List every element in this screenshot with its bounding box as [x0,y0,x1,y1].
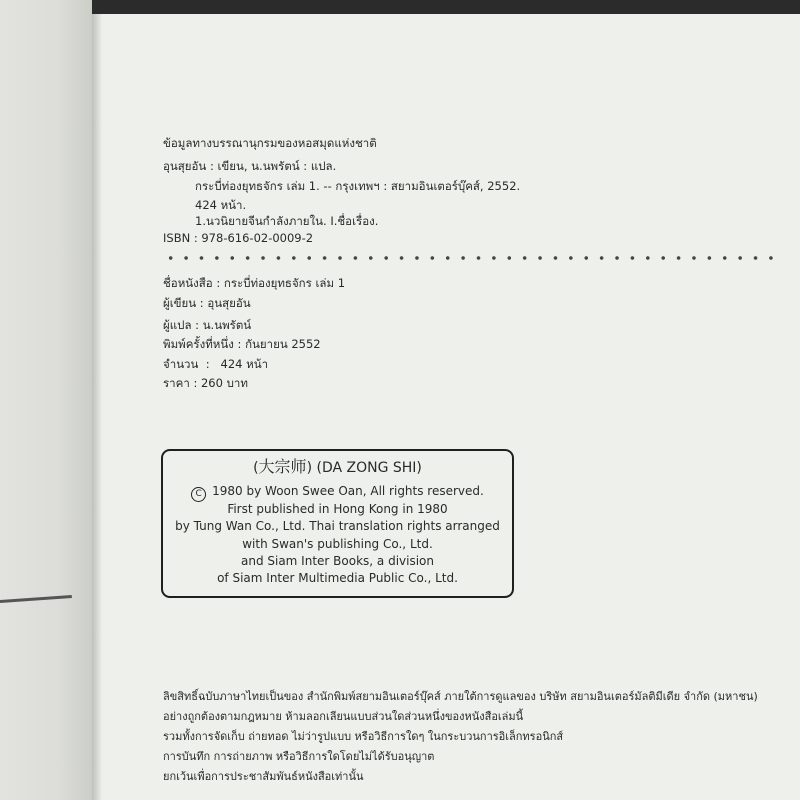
dotted-divider [163,255,781,261]
english-title: (DA ZONG SHI) [316,460,422,476]
rights-line-4: with Swan's publishing Co., Ltd. [242,537,433,551]
detail-count-label: จำนวน [163,357,199,371]
detail-title-value: กระบี่ท่องยุทธจักร เล่ม 1 [223,276,346,290]
page-fold [92,0,102,800]
rights-line-2: First published in Hong Kong in 1980 [227,502,448,516]
copyright-icon: C [191,487,206,502]
detail-translator-label: ผู้แปล [163,318,192,332]
detail-price-label: ราคา [163,376,190,390]
detail-title-label: ชื่อหนังสือ [163,276,213,290]
rights-line-1-text: 1980 by Woon Swee Oan, All rights reserved. [212,484,484,498]
rights-title: (大宗师) (DA ZONG SHI) [253,457,422,476]
legal-line-5: ยกเว้นเพื่อการประชาสัมพันธ์หนังสือเท่านั้น [163,770,364,783]
detail-translator-value: น.นพรัตน์ [202,318,252,332]
detail-edition-value: กันยายน 2552 [245,337,321,351]
cip-author-line: อุนสุยอัน : เขียน, น.นพรัตน์ : แปล. [163,159,337,173]
detail-title-row: ชื่อหนังสือ : กระบี่ท่องยุทธจักร เล่ม 1 [163,276,346,290]
detail-count-row: จำนวน : 424 หน้า [163,357,269,371]
left-page-rule [0,595,72,603]
legal-line-1: ลิขสิทธิ์ฉบับภาษาไทยเป็นของ สำนักพิมพ์สยามอินเตอร์บุ๊คส์ ภายใต้การดูแลของ บริษัท สยามอินเตอร์มัลติมีเดีย จำกัด (มหาชน) [163,690,758,703]
detail-price-row: ราคา : 260 บาท [163,376,248,390]
detail-author-row: ผู้เขียน : อุนสุยอัน [163,296,251,310]
cip-isbn: ISBN : 978-616-02-0009-2 [163,231,314,245]
rights-line-5: and Siam Inter Books, a division [240,554,434,568]
left-page-edge [0,0,98,800]
legal-line-4: การบันทึก การถ่ายภาพ หรือวิธีการใดโดยไม่ได้รับอนุญาต [163,750,435,763]
cip-pages: 424 หน้า. [195,198,247,212]
detail-author-value: อุนสุยอัน [207,296,251,310]
detail-edition-label: พิมพ์ครั้งที่หนึ่ง [163,337,234,351]
detail-price-value: 260 บาท [200,376,248,390]
chinese-title: 大宗师 [258,457,307,476]
book-page [102,14,800,800]
detail-count-value: 424 หน้า [220,357,269,371]
cip-subjects: 1.นวนิยายจีนกำลังภายใน. I.ชื่อเรื่อง. [195,214,379,228]
rights-box [161,449,514,598]
detail-author-label: ผู้เขียน [163,296,197,310]
detail-translator-row: ผู้แปล : น.นพรัตน์ [163,318,252,332]
detail-edition-row: พิมพ์ครั้งที่หนึ่ง : กันยายน 2552 [163,337,321,351]
rights-line-6: of Siam Inter Multimedia Public Co., Ltd. [217,571,458,585]
legal-line-3: รวมทั้งการจัดเก็บ ถ่ายทอด ไม่ว่ารูปแบบ หรือวิธีการใดๆ ในกระบวนการอิเล็กทรอนิกส์ [163,730,564,743]
cip-publication-line: กระบี่ท่องยุทธจักร เล่ม 1. -- กรุงเทพฯ : สยามอินเตอร์บุ๊คส์, 2552. [195,179,521,193]
legal-line-2: อย่างถูกต้องตามกฎหมาย ห้ามลอกเลียนแบบส่วนใดส่วนหนึ่งของหนังสือเล่มนี้ [163,710,524,723]
cip-header: ข้อมูลทางบรรณานุกรมของหอสมุดแห่งชาติ [163,136,377,150]
top-edge-shadow [92,0,800,14]
rights-line-1 [163,484,512,502]
rights-line-3: by Tung Wan Co., Ltd. Thai translation rights arranged [175,519,500,533]
